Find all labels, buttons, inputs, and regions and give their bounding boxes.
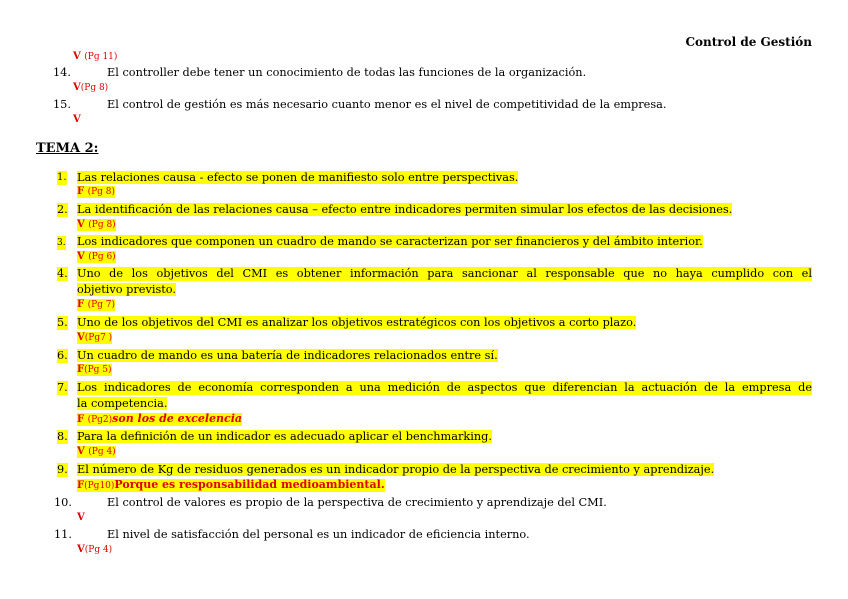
item-answer (77, 219, 116, 231)
answer-letter: V (77, 251, 85, 262)
item-answer (77, 446, 116, 458)
item-answer (73, 114, 81, 126)
item-answer (77, 364, 112, 376)
item-answer (77, 186, 115, 198)
item-text (77, 381, 812, 395)
item-text: El control de valores es propio de la perspectiva de crecimiento y aprendizaje del CMI. (107, 496, 607, 509)
answer-ref: (Pg 7) (87, 300, 116, 310)
item-text (77, 235, 812, 249)
item-text: El controller debe tener un conocimiento de todas las funciones de la organización. (107, 66, 587, 79)
answer-letter: V (77, 512, 85, 523)
item-text-line2 (77, 397, 812, 411)
item-answer (77, 251, 116, 263)
item-number: 3. (57, 238, 66, 248)
item-answer (77, 413, 242, 426)
item-text-content: Los indicadores que componen un cuadro de mando se caracterizan por ser financieros y del ámbito interior. (77, 235, 703, 248)
item-number: 4. (57, 267, 68, 280)
answer-letter: V (73, 114, 81, 125)
item-text (77, 203, 812, 217)
answer-ref: (Pg 8) (80, 83, 109, 93)
answer-letter: F (77, 299, 85, 310)
item-text (77, 267, 812, 281)
item-text: El nivel de satisfacción del personal es un indicador de eficiencia interno. (107, 528, 530, 541)
item-number: 2. (57, 203, 68, 216)
item-text-content: Uno de los objetivos del CMI es obtener información para sancionar al responsable que no haya cumplido con el (77, 267, 812, 280)
item-text-line2 (77, 283, 812, 297)
section-title: TEMA 2: (36, 141, 99, 156)
item-number: 5. (57, 316, 68, 329)
item-number: 14. (53, 66, 71, 79)
answer-ref: (Pg 4) (88, 447, 116, 457)
answer-ref: (Pg10) (84, 481, 115, 491)
item-text (77, 171, 812, 185)
item-number: 10. (54, 496, 72, 509)
item-answer (77, 299, 115, 311)
header-title: Control de Gestión (685, 35, 812, 49)
item-number: 11. (54, 528, 72, 541)
answer-letter: F (77, 480, 85, 491)
item-text-content: Un cuadro de mando es una batería de indicadores relacionados entre sí. (77, 349, 498, 362)
answer-letter: V (77, 219, 85, 230)
answer-ref: (Pg 8) (87, 187, 116, 197)
item-number: 8. (57, 430, 68, 443)
item-text (77, 349, 812, 363)
item-text-content: Las relaciones causa - efecto se ponen de manifiesto solo entre perspectivas. (77, 171, 519, 184)
answer-prev (73, 51, 117, 63)
answer-note: son los de excelencia (112, 412, 243, 425)
answer-letter: F (77, 364, 85, 375)
item-text (77, 430, 812, 444)
item-answer (77, 479, 385, 492)
item-answer (77, 544, 112, 556)
answer-letter: V (77, 332, 85, 343)
answer-ref: (Pg 4) (84, 545, 113, 555)
item-text-content: Para la definición de un indicador es adecuado aplicar el benchmarking. (77, 430, 492, 443)
answer-letter: V (73, 82, 81, 93)
item-text-content: la competencia. (77, 397, 168, 410)
answer-ref: (Pg7 ) (84, 333, 113, 343)
item-number: 7. (57, 381, 68, 394)
item-number: 9. (57, 463, 68, 476)
item-answer (77, 512, 85, 524)
item-number: 15. (53, 98, 71, 111)
answer-letter: V (77, 544, 85, 555)
item-number: 6. (57, 349, 68, 362)
item-text-content: Uno de los objetivos del CMI es analizar los objetivos estratégicos con los objetivos a corto plazo. (77, 316, 637, 329)
item-answer (77, 332, 112, 344)
item-text-content: objetivo previsto. (77, 283, 176, 296)
item-text-content: Los indicadores de economía corresponden a una medición de aspectos que diferencian la actuación de la empresa de (77, 381, 812, 394)
answer-ref: (Pg 8) (88, 220, 116, 230)
answer-ref: (Pg 6) (88, 252, 116, 262)
answer-letter: F (77, 414, 85, 425)
item-text (77, 463, 812, 477)
item-text: El control de gestión es más necesario cuanto menor es el nivel de competitividad de la empresa. (107, 98, 667, 111)
item-text (77, 316, 812, 330)
answer-note: Porque es responsabilidad medioambiental. (114, 478, 385, 491)
item-text-content: El número de Kg de residuos generados es un indicador propio de la perspectiva de crecimiento y aprendizaje. (77, 463, 715, 476)
answer-ref: (Pg 5) (84, 365, 112, 375)
item-text-content: La identificación de las relaciones causa – efecto entre indicadores permiten simular los efectos de las decisiones. (77, 203, 733, 216)
answer-letter: F (77, 186, 85, 197)
answer-letter: V (73, 51, 81, 62)
item-answer (73, 82, 108, 94)
item-number: 1. (57, 172, 67, 183)
answer-ref: (Pg2) (87, 415, 113, 425)
answer-letter: V (77, 446, 85, 457)
answer-ref: (Pg 11) (84, 52, 118, 62)
